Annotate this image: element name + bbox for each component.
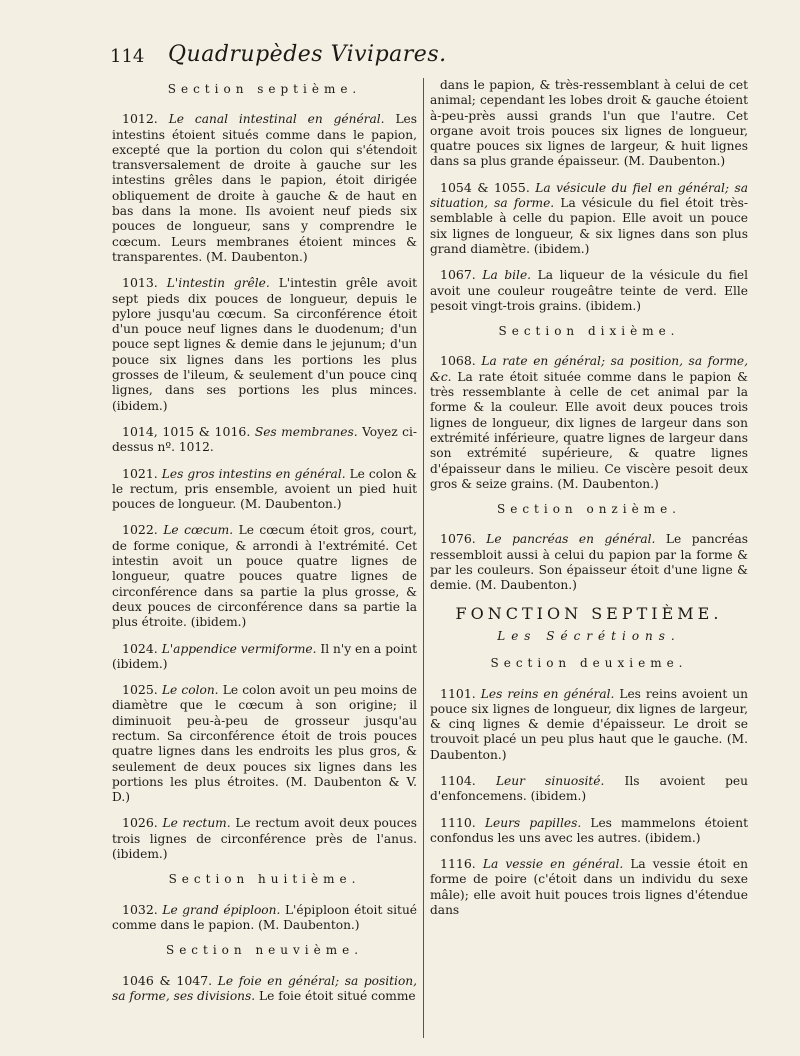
entry-body: Les mammelons étoient confondus les uns avec les autres. (ibidem.) — [430, 815, 748, 845]
function-heading: FONCTION SEPTIÈME. — [455, 603, 723, 623]
entry-body: Le cœcum étoit gros, court, de forme conique, & arrondi à l'extrémité. Cet intestin avoit un pouce quatre lignes de longueur, quatre pouces quatre lignes de circonférence dans sa partie la plus grosse, & deux pouces de circonférence dans sa partie la plus étroite. (ibidem.) — [112, 523, 418, 630]
entry-title: La bile. — [482, 268, 532, 283]
right-column — [430, 78, 748, 928]
entry-paragraph — [112, 466, 417, 513]
entry-title: Le canal intestinal en général. — [168, 112, 385, 127]
entry-number: 1067. — [440, 267, 476, 283]
entry-paragraph — [112, 815, 417, 862]
entry-paragraph — [430, 856, 748, 918]
entry-paragraph — [112, 522, 417, 630]
section-heading: Section onzième. — [497, 502, 681, 517]
page-number: 114 — [110, 46, 145, 67]
entry-paragraph — [430, 773, 748, 805]
entry-paragraph — [112, 111, 417, 265]
entry-number: 1014, 1015 & 1016. — [122, 423, 251, 439]
entry-title: La rate en général; sa position, sa forme, &c. — [430, 354, 749, 384]
entry-title: Le colon. — [161, 683, 219, 698]
entry-body: L'épiploon étoit situé comme dans le papion. (M. Daubenton.) — [112, 902, 418, 932]
entry-number: 1026. — [122, 815, 158, 831]
entry-paragraph — [430, 815, 748, 847]
section-heading: Section huitième. — [168, 872, 361, 887]
entry-number: 1104. — [440, 772, 476, 788]
entry-number: 1076. — [440, 531, 476, 547]
entry-number: 1032. — [122, 901, 158, 917]
entry-number: 1110. — [440, 814, 476, 830]
entry-body: dans le papion, & très-ressemblant à celui de cet animal; cependant les lobes droit & gauche étoient à-peu-près aussi grands l'un que l'autre. Cet organe avoit trois pouces six lignes de longueur, quatre pouces six lignes de largeur, & huit lignes dans sa plus grande épaisseur. (M. Daubenton.) — [430, 78, 748, 169]
entry-body: Le colon & le rectum, pris ensemble, avoient un pied huit pouces de longueur. (M. Daubenton.) — [112, 466, 417, 512]
entry-body: La vésicule du fiel étoit très-semblable à celle du papion. Elle avoit un pouce six lignes de longueur, & six lignes dans son plus grand diamètre. (ibidem.) — [430, 196, 749, 256]
entry-title: Leurs papilles. — [484, 815, 582, 830]
entry-title: Leur sinuosité. — [495, 773, 605, 788]
entry-title: Les gros intestins en général. — [161, 466, 346, 481]
entry-paragraph — [430, 267, 748, 314]
entry-paragraph — [112, 902, 417, 934]
entry-number: 1024. — [122, 640, 158, 656]
entry-body: La vessie étoit en forme de poire (c'étoit dans un individu du sexe mâle); elle avoit huit pouces trois lignes d'étendue dans — [430, 857, 748, 918]
entry-paragraph — [430, 531, 748, 593]
entry-title: Le grand épiploon. — [162, 902, 281, 917]
entry-number: 1116. — [440, 856, 476, 872]
entry-number: 1012. — [122, 111, 158, 127]
entry-body: Le foie étoit situé comme — [259, 988, 416, 1003]
entry-number: 1013. — [122, 275, 158, 291]
entry-title: Ses membranes. — [254, 424, 358, 439]
section-heading: Section deuxieme. — [490, 656, 688, 671]
entry-body: Le colon avoit un peu moins de diamètre que le cœcum à son origine; il diminuoit peu-à-peu de grosseur jusqu'au rectum. Sa circonférence étoit de trois pouces quatre lignes dans les endroits les plus gros, & seulement de deux pouces six lignes dans les portions les plus étroites. (M. Daubenton & V. D.) — [112, 683, 418, 805]
entry-title: La vésicule du fiel en général; sa situation, sa forme. — [430, 180, 749, 211]
sub-heading: Les Sécrétions. — [497, 628, 681, 643]
column-divider — [423, 78, 424, 1038]
entry-title: Les reins en général. — [480, 686, 615, 701]
section-heading: Section septième. — [167, 82, 362, 96]
entry-paragraph — [430, 686, 748, 763]
entry-body: Ils avoient peu d'enfoncemens. (ibidem.) — [430, 773, 748, 804]
entry-paragraph — [112, 275, 417, 414]
entry-body: Les intestins étoient situés comme dans le papion, excepté que la portion du colon qui s'étendoit transversalement de droite à gauche sur les intestins grêles dans le papion, étoit dirigée obliquement de droite à gauche & de haut en bas dans la mone. Ils avoient neuf pieds six pouces de longueur, sans y comprendre le cœcum. Leurs membranes étoient minces & transparentes. (M. Daubenton.) — [112, 112, 418, 264]
entry-number: 1021. — [122, 465, 158, 481]
entry-body: La liqueur de la vésicule du fiel avoit une couleur rougeâtre teinte de verd. Elle pesoit vingt-trois grains. (ibidem.) — [430, 268, 749, 313]
entry-paragraph — [112, 973, 417, 1005]
continued-paragraph — [430, 78, 748, 170]
left-column — [112, 78, 417, 1014]
entry-number: 1046 & 1047. — [122, 972, 213, 988]
entry-number: 1025. — [122, 682, 158, 698]
entry-number: 1068. — [440, 353, 476, 369]
section-heading: Section neuvième. — [165, 943, 364, 958]
entry-number: 1022. — [122, 522, 158, 538]
entry-title: Le rectum. — [162, 816, 231, 831]
entry-number: 1101. — [440, 685, 476, 701]
entry-paragraph — [112, 424, 417, 456]
entry-title: L'appendice vermiforme. — [161, 641, 317, 656]
entry-paragraph — [430, 180, 748, 257]
running-title: Quadrupèdes Vivipares. — [168, 42, 447, 67]
running-header — [110, 42, 740, 72]
entry-title: Le foie en général; sa position, sa forme, ses divisions. — [112, 973, 418, 1003]
entry-body: L'intestin grêle avoit sept pieds dix pouces de longueur, depuis le pylore jusqu'au cœcum. Sa circonférence étoit d'un pouce neuf lignes dans le duodenum; d'un pouce sept lignes & demie dans le jejunum; d'un pouce six lignes dans les portions les plus grosses de l'ileum, & seulement d'un pouce cinq lignes, dans ses portions les plus minces. (ibidem.) — [112, 276, 418, 413]
entry-paragraph — [430, 353, 748, 492]
entry-paragraph — [112, 641, 417, 673]
entry-title: La vessie en général. — [482, 857, 624, 872]
section-heading: Section dixième. — [498, 324, 680, 339]
entry-paragraph — [112, 682, 417, 805]
entry-title: L'intestin grêle. — [166, 276, 270, 291]
entry-body: Voyez ci-dessus nº. 1012. — [112, 424, 417, 455]
entry-title: Le pancréas en général. — [486, 532, 656, 547]
entry-title: Le cœcum. — [163, 523, 234, 538]
entry-body: Le rectum avoit deux pouces trois lignes de circonférence près de l'anus. (ibidem.) — [112, 816, 418, 862]
entry-body: La rate étoit située comme dans le papion & très ressemblante à celle de cet animal par la forme & la couleur. Elle avoit deux pouces trois lignes de longueur, dix lignes de largeur dans son extrémité inférieure, quatre lignes de largeur dans son extrémité supérieure, & quatre lignes d'épaisseur dans le milieu. Ce viscère pesoit deux gros & seize grains. (M. Daubenton.) — [430, 369, 748, 491]
entry-number: 1054 & 1055. — [440, 179, 530, 195]
entry-body: Il n'y en a point (ibidem.) — [112, 641, 418, 671]
entry-body: Le pancréas ressembloit aussi à celui du papion par la forme & par les couleurs. Son épaisseur étoit d'une ligne & demie. (M. Daubenton.) — [430, 532, 749, 593]
entry-body: Les reins avoient un pouce six lignes de longueur, dix lignes de largeur, & cinq lignes & demie d'épaisseur. Le droit se trouvoit placé un peu plus haut que le gauche. (M. Daubenton.) — [430, 686, 748, 762]
